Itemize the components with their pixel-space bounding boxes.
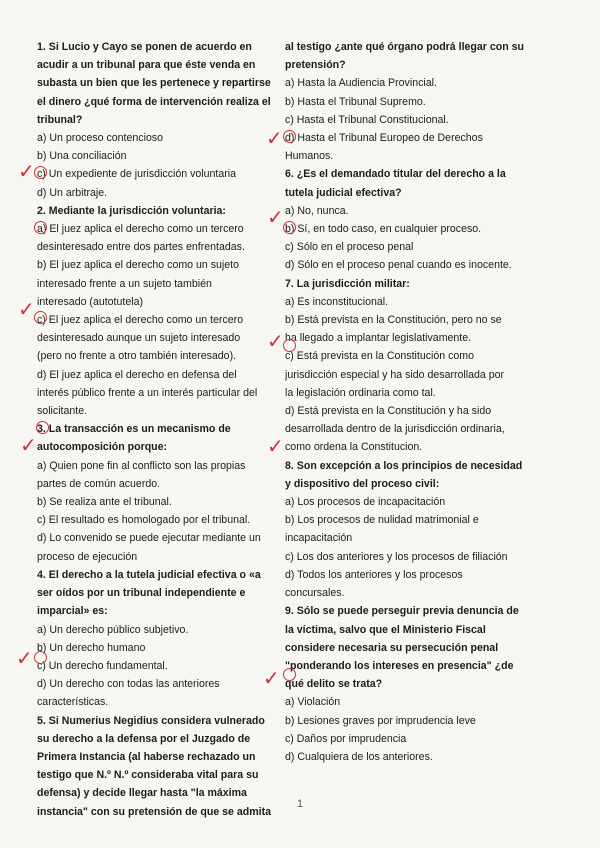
page-number: 1 [296, 798, 304, 810]
question-line: Primera Instancia (al haberse rechazado un [37, 750, 256, 763]
answer-line: c) Está prevista en la Constitución como [285, 350, 475, 363]
answer-line: c) Un expediente de jurisdicción voluntaria [37, 168, 237, 181]
answer-line: a) No, nunca. [285, 204, 349, 217]
answer-line: c) El resultado es homologado por el tribunal. [37, 514, 251, 527]
answer-circle-icon [34, 221, 47, 234]
answer-line: (pero no frente a otro también interesado). [37, 350, 237, 363]
answer-line: desinteresado entre dos partes enfrentadas. [37, 241, 245, 254]
question-line: testigo que N.º N.º consideraba vital para su [37, 769, 259, 782]
answer-line: c) Daños por imprudencia [285, 732, 407, 745]
answer-line: d) Está prevista en la Constitución y ha sido [285, 405, 492, 418]
question-line: el dinero ¿qué forma de intervención realiza el [37, 95, 271, 108]
answer-line: Humanos. [285, 150, 334, 163]
answer-line: c) Un derecho fundamental. [37, 659, 168, 672]
check-mark-icon: ✓ [20, 433, 37, 457]
answer-line: b) Se realiza ante el tribunal. [37, 496, 172, 509]
question-line: 9. Sólo se puede perseguir previa denuncia de [285, 605, 519, 618]
answer-line: a) Los procesos de incapacitación [285, 496, 446, 509]
question-line: acudir a un tribunal para que éste venda en [37, 59, 256, 72]
answer-line: como ordena la Constitucion. [285, 441, 423, 454]
answer-line: b) El juez aplica el derecho como un sujeto [37, 259, 239, 272]
answer-line: c) El juez aplica el derecho como un tercero [37, 314, 244, 327]
question-line: autocomposición porque: [37, 441, 168, 454]
answer-circle-icon [283, 339, 296, 352]
answer-line: interesado frente a un sujeto también [37, 277, 212, 290]
answer-line: b) Sí, en todo caso, en cualquier proceso. [285, 223, 482, 236]
answer-line: b) Un derecho humano [37, 641, 146, 654]
answer-circle-icon [34, 166, 47, 179]
answer-line: a) Un proceso contencioso [37, 132, 164, 145]
answer-line: d) Un arbitraje. [37, 186, 108, 199]
question-line: instancia" con su pretensión de que se admita [37, 805, 272, 818]
answer-line: a) El juez aplica el derecho como un tercero [37, 223, 244, 236]
answer-line: a) Hasta la Audiencia Provincial. [285, 77, 437, 90]
question-line: qué delito se trata? [285, 678, 383, 691]
question-line: defensa) y decide llegar hasta "la máxima [37, 787, 247, 800]
answer-circle-icon [283, 130, 296, 143]
question-line: su derecho a la defensa por el Juzgado de [37, 732, 251, 745]
answer-line: a) Un derecho público subjetivo. [37, 623, 189, 636]
question-line: 8. Son excepción a los principios de necesidad [285, 459, 523, 472]
answer-line: c) Sólo en el proceso penal [285, 241, 414, 254]
check-mark-icon: ✓ [263, 666, 280, 690]
question-line: considere necesaria su persecución penal [285, 641, 499, 654]
question-line: al testigo ¿ante qué órgano podrá llegar con su [285, 41, 524, 53]
question-line: tutela judicial efectiva? [285, 186, 402, 199]
question-line: la víctima, salvo que el Ministerio Fiscal [285, 623, 486, 636]
question-line: 5. Si Numerius Negidius considera vulnerado [37, 714, 265, 727]
answer-circle-icon [283, 668, 296, 681]
question-line: pretensión? [285, 59, 346, 72]
check-mark-icon: ✓ [18, 159, 35, 183]
answer-line: b) Lesiones graves por imprudencia leve [285, 714, 476, 727]
answer-line: interesado (autotutela) [37, 295, 144, 308]
check-mark-icon: ✓ [267, 205, 284, 229]
question-line: 3. La transacción es un mecanismo de [37, 423, 231, 436]
question-line: ser oídos por un tribunal independiente e [37, 587, 246, 600]
question-line: 1. Si Lucio y Cayo se ponen de acuerdo en [37, 41, 252, 53]
question-line: 6. ¿Es el demandado titular del derecho a la [285, 168, 506, 181]
question-line: tribunal? [37, 113, 83, 126]
question-line: subasta un bien que les pertenece y repartirse [37, 77, 271, 90]
left-column [37, 38, 280, 821]
answer-line: incapacitación [285, 532, 353, 545]
answer-circle-icon [36, 421, 49, 434]
question-line: y dispositivo del proceso civil: [285, 477, 440, 490]
answer-line: desinteresado aunque un sujeto interesado [37, 332, 241, 345]
answer-line: interés público frente a un interés particular del [37, 386, 258, 399]
answer-circle-icon [34, 311, 47, 324]
answer-line: a) Es inconstitucional. [285, 295, 389, 308]
answer-line: partes de común acuerdo. [37, 477, 161, 490]
answer-line: c) Los dos anteriores y los procesos de filiación [285, 550, 508, 563]
answer-line: b) Los procesos de nulidad matrimonial e [285, 514, 479, 527]
answer-circle-icon [283, 221, 296, 234]
answer-line: desarrollada dentro de la jurisdicción ordinaria, [285, 423, 505, 436]
answer-line: b) Una conciliación [37, 150, 127, 163]
answer-line: solicitante. [37, 405, 88, 418]
answer-line: d) Sólo en el proceso penal cuando es inocente. [285, 259, 512, 272]
answer-line: características. [37, 696, 109, 709]
answer-line: proceso de ejecución [37, 550, 138, 563]
right-column [285, 38, 537, 766]
answer-line: d) El juez aplica el derecho en defensa del [37, 368, 237, 381]
answer-line: la legislación ordinaria como tal. [285, 386, 436, 399]
check-mark-icon: ✓ [266, 126, 283, 150]
answer-line: a) Violación [285, 696, 341, 709]
answer-line: d) Un derecho con todas las anteriores [37, 678, 220, 691]
check-mark-icon: ✓ [18, 297, 35, 321]
question-line: 2. Mediante la jurisdicción voluntaria: [37, 204, 226, 217]
answer-line: b) Está prevista en la Constitución, pero no se [285, 314, 502, 327]
question-line: imparcial» es: [37, 605, 108, 618]
answer-line: c) Hasta el Tribunal Constitucional. [285, 113, 449, 126]
answer-line: a) Quien pone fin al conflicto son las propias [37, 459, 246, 472]
check-mark-icon: ✓ [267, 434, 284, 458]
answer-line: ha llegado a implantar legislativamente. [285, 332, 472, 345]
answer-line: d) Todos los anteriores y los procesos [285, 568, 463, 581]
answer-line: d) Lo convenido se puede ejecutar mediante un [37, 532, 261, 545]
answer-line: d) Hasta el Tribunal Europeo de Derechos [285, 132, 483, 145]
answer-line: b) Hasta el Tribunal Supremo. [285, 95, 426, 108]
answer-line: jurisdicción especial y ha sido desarrollada por [285, 368, 505, 381]
question-line: 7. La jurisdicción militar: [285, 277, 410, 290]
question-line: "ponderando los intereses en presencia" ¿de [285, 659, 514, 672]
answer-circle-icon [34, 651, 47, 664]
check-mark-icon: ✓ [16, 646, 33, 670]
answer-line: d) Cualquiera de los anteriores. [285, 750, 433, 763]
question-line: 4. El derecho a la tutela judicial efectiva o «a [37, 568, 261, 581]
check-mark-icon: ✓ [267, 329, 284, 353]
answer-line: concursales. [285, 587, 345, 600]
